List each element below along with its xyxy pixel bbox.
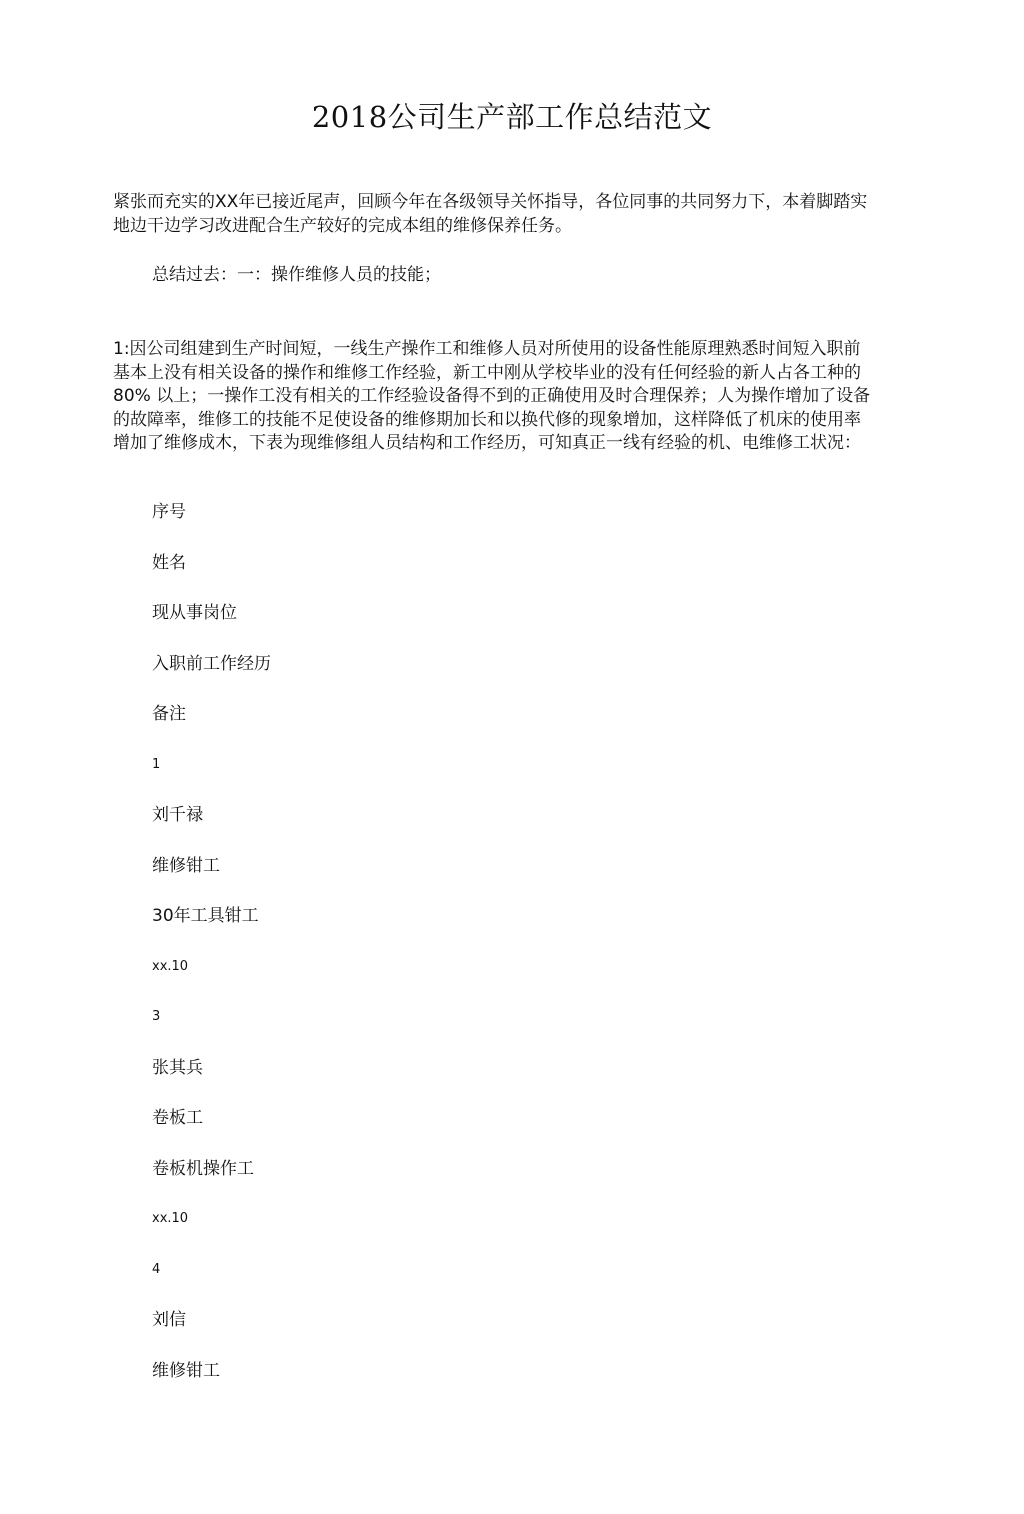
intro-paragraph: 紧张而充实的XX年已接近尾声，回顾今年在各级领导关怀指导，各位同事的共同努力下，本着脚踏实地边干边学习改进配合生产较好的完成本组的维修保养任务。 [113, 192, 868, 236]
list-item: 现从事岗位 [152, 603, 237, 623]
document-title: 2018公司生产部工作总结范文 [311, 100, 713, 134]
list-item: xx.10 [152, 1211, 189, 1226]
list-item: 姓名 [152, 552, 186, 573]
list-item: 备注 [152, 704, 186, 724]
list-item: 刘信 [152, 1310, 186, 1330]
list-item: 张其兵 [152, 1057, 203, 1078]
list-item: 维修钳工 [152, 855, 220, 876]
list-item: 维修钳工 [152, 1360, 220, 1381]
list-item: 序号 [152, 502, 186, 522]
list-item: 入职前工作经历 [152, 653, 271, 674]
body-paragraph: 1:因公司组建到生产时间短，一线生产操作工和维修人员对所使用的设备性能原理熟悉时间短入职前基本上没有相关设备的操作和维修工作经验，新工中刚从学校毕业的没有任何经验的新人占各工种的80% 以上；一操作工没有相关的工作经验设备得不到的正确使用及时合理保养；人为操作增加了设备的故障率，维修工的技能不足使设备的维修期加长和以换代修的现象增加，这样降低了机床的使用率增加了维修成木，下表为现维修组人员结构和工作经历，可知真正一线有经验的机、电维修工状况： [113, 339, 871, 453]
list-item: 刘千禄 [152, 805, 203, 825]
list-item: 30年工具钳工 [152, 906, 259, 926]
list-item: 3 [152, 1009, 161, 1024]
list-item: 4 [152, 1261, 161, 1277]
section-heading: 总结过去：一：操作维修人员的技能； [152, 265, 441, 285]
list-item: 卷板工 [152, 1108, 203, 1128]
list-item: 卷板机操作工 [152, 1158, 254, 1179]
table-items-list [152, 500, 752, 1409]
list-item: 1 [152, 756, 161, 772]
list-item: xx.10 [152, 958, 189, 974]
